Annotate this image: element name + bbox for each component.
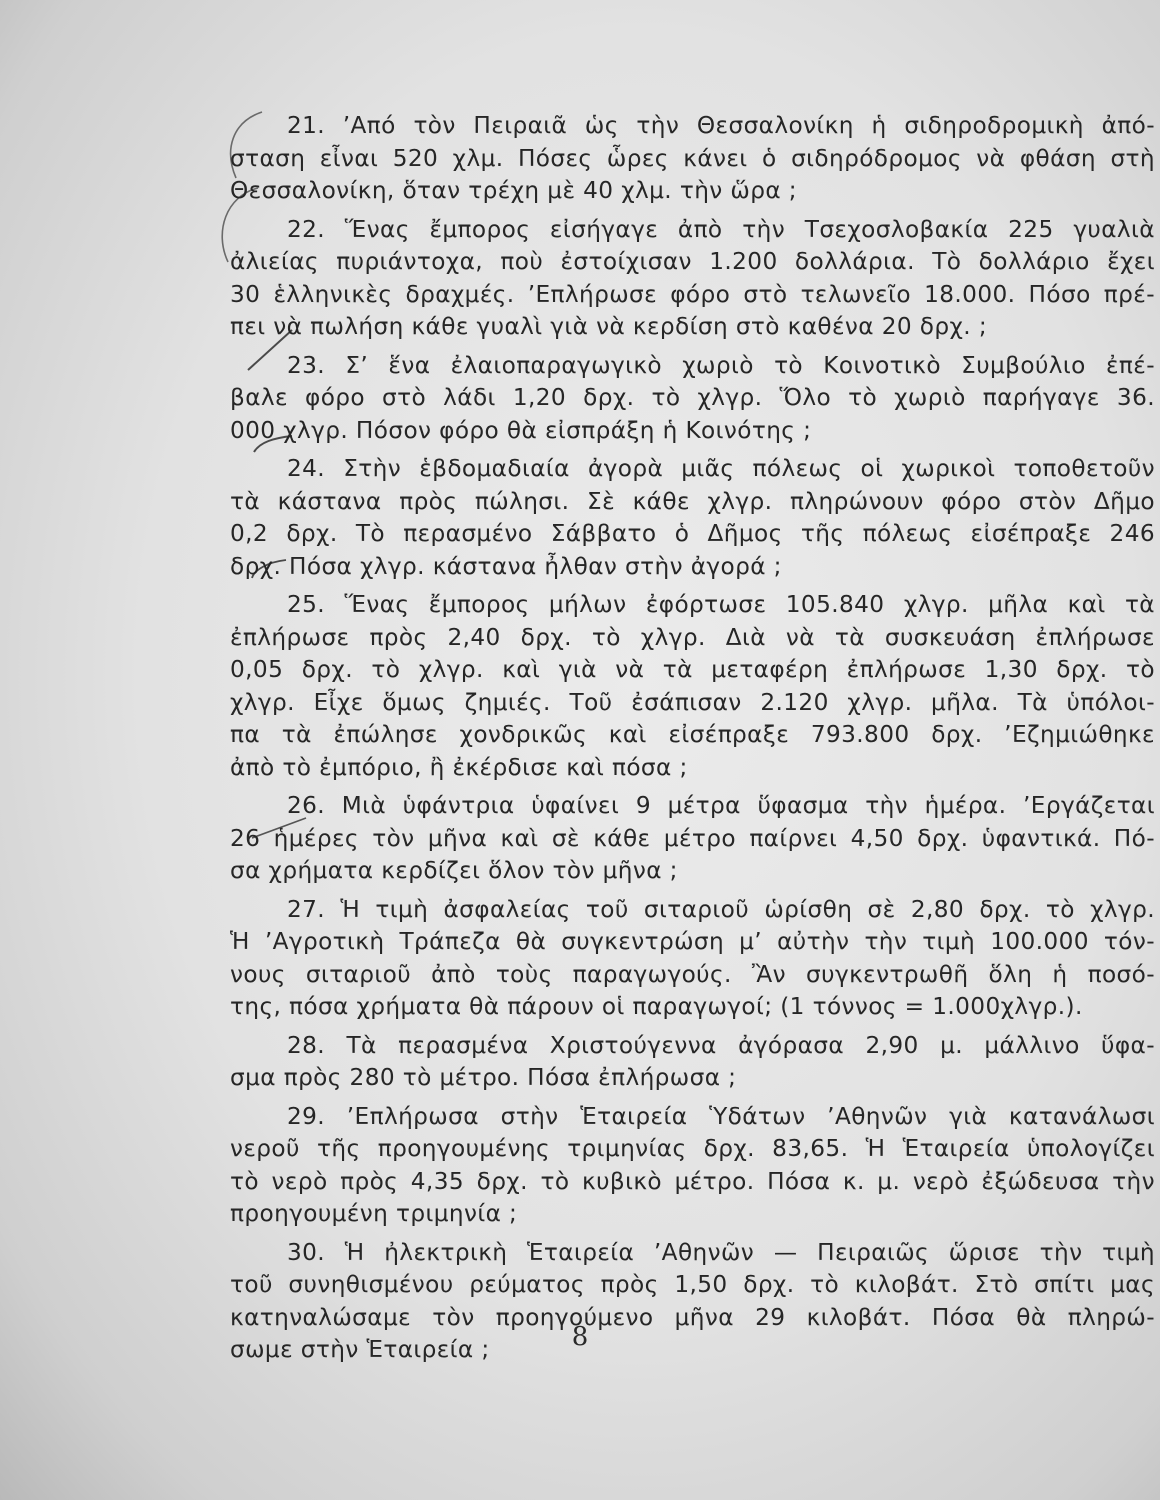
text-line: πα τὰ ἐπώλησε χονδρικῶς καὶ εἰσέπραξε 793.800 δρχ. ’Εζημιώθηκε <box>230 721 1155 748</box>
text-line: πει νὰ πωλήση κάθε γυαλὶ γιὰ νὰ κερδίση στὸ καθένα 20 δρχ. ; <box>230 313 988 340</box>
text-line: 27. Ἡ τιμὴ ἀσφαλείας τοῦ σιταριοῦ ὡρίσθη σὲ 2,80 δρχ. τὸ χλγρ. <box>287 895 1155 923</box>
problem-23 <box>230 350 1155 448</box>
text-line: δρχ. Πόσα χλγρ. κάστανα ἦλθαν στὴν ἀγορά ; <box>230 552 782 580</box>
problem-26 <box>230 790 1155 888</box>
problem-25 <box>230 589 1155 784</box>
text-line: κατηναλώσαμε τὸν προηγούμενο μῆνα 29 κιλοβάτ. Πόσα θὰ πληρώ- <box>230 1303 1155 1331</box>
text-line: 24. Στὴν ἑβδομαδιαία ἀγορὰ μιᾶς πόλεως οἱ χωρικοὶ τοποθετοῦν <box>287 455 1155 482</box>
text-line: τὰ κάστανα πρὸς πώλησι. Σὲ κάθε χλγρ. πληρώνουν φόρο στὸν Δῆμο <box>230 487 1155 515</box>
text-line: βαλε φόρο στὸ λάδι 1,20 δρχ. τὸ χλγρ. Ὅλο τὸ χωριὸ παρήγαγε 36. <box>230 384 1155 411</box>
text-line: 26 ἡμέρες τὸν μῆνα καὶ σὲ κάθε μέτρο παίρνει 4,50 δρχ. ὑφαντικά. Πό- <box>230 824 1155 852</box>
text-line: σμα πρὸς 280 τὸ μέτρο. Πόσα ἐπλήρωσα ; <box>230 1064 737 1091</box>
text-line: νους σιταριοῦ ἀπὸ τοὺς παραγωγούς. Ἂν συγκεντρωθῆ ὅλη ἡ ποσό- <box>230 960 1155 988</box>
text-line: 000 χλγρ. Πόσον φόρο θὰ εἰσπράξη ἡ Κοινότης ; <box>230 416 812 444</box>
text-line: 26. Μιὰ ὑφάντρια ὑφαίνει 9 μέτρα ὕφασμα τὴν ἡμέρα. ’Εργάζεται <box>287 792 1155 819</box>
text-line: τὸ νερὸ πρὸς 4,35 δρχ. τὸ κυβικὸ μέτρο. Πόσα κ. μ. νερὸ ἐξώδευσα τὴν <box>230 1167 1155 1195</box>
text-line: Ἡ ’Αγροτικὴ Τράπεζα θὰ συγκεντρώση μ’ αὐτὴν τὴν τιμὴ 100.000 τόν- <box>230 928 1155 955</box>
text-line: Θεσσαλονίκη, ὅταν τρέχη μὲ 40 χλμ. τὴν ὥρα ; <box>230 177 798 204</box>
text-line: 29. ’Επλήρωσα στὴν Ἑταιρεία Ὑδάτων ’Αθηνῶν γιὰ κατανάλωσι <box>287 1102 1155 1130</box>
text-line: σα χρήματα κερδίζει ὅλον τὸν μῆνα ; <box>230 857 678 884</box>
problem-28 <box>230 1030 1155 1095</box>
text-line: ἀλιείας πυριάντοχα, ποὺ ἐστοίχισαν 1.200 δολλάρια. Τὸ δολλάριο ἔχει <box>230 248 1155 275</box>
problem-21 <box>230 110 1155 208</box>
text-line: 23. Σ’ ἕνα ἐλαιοπαραγωγικὸ χωριὸ τὸ Κοινοτικὸ Συμβούλιο ἐπέ- <box>287 351 1155 379</box>
text-line: 30. Ἡ ἠλεκτρικὴ Ἑταιρεία ’Αθηνῶν — Πειραιῶς ὥρισε τὴν τιμὴ <box>287 1238 1155 1266</box>
text-line: 21. ’Από τὸν Πειραιᾶ ὡς τὴν Θεσσαλονίκη ἡ σιδηροδρομικὴ ἀπό- <box>287 112 1155 139</box>
text-line: 22. Ἕνας ἔμπορος εἰσήγαγε ἀπὸ τὴν Τσεχοσλοβακία 225 γυαλιὰ <box>287 215 1155 243</box>
problems-text <box>230 110 1155 1373</box>
text-line: προηγουμένη τριμηνία ; <box>230 1200 518 1227</box>
problem-27 <box>230 894 1155 1024</box>
text-line: 0,2 δρχ. Τὸ περασμένο Σάββατο ὁ Δῆμος τῆς πόλεως εἰσέπραξε 246 <box>230 520 1155 547</box>
text-line: ἀπὸ τὸ ἐμπόριο, ἢ ἐκέρδισε καὶ πόσα ; <box>230 753 688 781</box>
problem-24 <box>230 453 1155 583</box>
text-line: τοῦ συνηθισμένου ρεύματος πρὸς 1,50 δρχ. τὸ κιλοβάτ. Στὸ σπίτι μας <box>230 1271 1155 1298</box>
text-line: 30 ἑλληνικὲς δραχμές. ’Επλήρωσε φόρο στὸ τελωνεῖο 18.000. Πόσο πρέ- <box>230 280 1155 308</box>
text-line: χλγρ. Εἶχε ὅμως ζημιές. Τοῦ ἐσάπισαν 2.120 χλγρ. μῆλα. Τὰ ὑπόλοι- <box>230 688 1155 716</box>
page-number: 8 <box>571 1322 589 1352</box>
text-line: 25. Ἕνας ἔμπορος μήλων ἐφόρτωσε 105.840 χλγρ. μῆλα καὶ τὰ <box>287 591 1155 618</box>
problem-22 <box>230 214 1155 344</box>
text-line: της, πόσα χρήματα θὰ πάρουν οἱ παραγωγοί; (1 τόννος = 1.000χλγρ.). <box>230 993 1083 1020</box>
text-line: 0,05 δρχ. τὸ χλγρ. καὶ γιὰ νὰ τὰ μεταφέρη ἐπλήρωσε 1,30 δρχ. τὸ <box>230 656 1155 683</box>
text-line: σταση εἶναι 520 χλμ. Πόσες ὧρες κάνει ὁ σιδηρόδρομος νὰ φθάση στὴ <box>230 144 1155 172</box>
text-line: ἐπλήρωσε πρὸς 2,40 δρχ. τὸ χλγρ. Διὰ νὰ τὰ συσκευάση ἐπλήρωσε <box>230 623 1155 651</box>
text-line: νεροῦ τῆς προηγουμένης τριμηνίας δρχ. 83,65. Ἡ Ἑταιρεία ὑπολογίζει <box>230 1135 1155 1162</box>
text-line: 28. Τὰ περασμένα Χριστούγεννα ἀγόρασα 2,90 μ. μάλλινο ὕφα- <box>287 1031 1155 1059</box>
text-line: σωμε στὴν Ἑταιρεία ; <box>230 1336 490 1363</box>
problem-29 <box>230 1101 1155 1231</box>
